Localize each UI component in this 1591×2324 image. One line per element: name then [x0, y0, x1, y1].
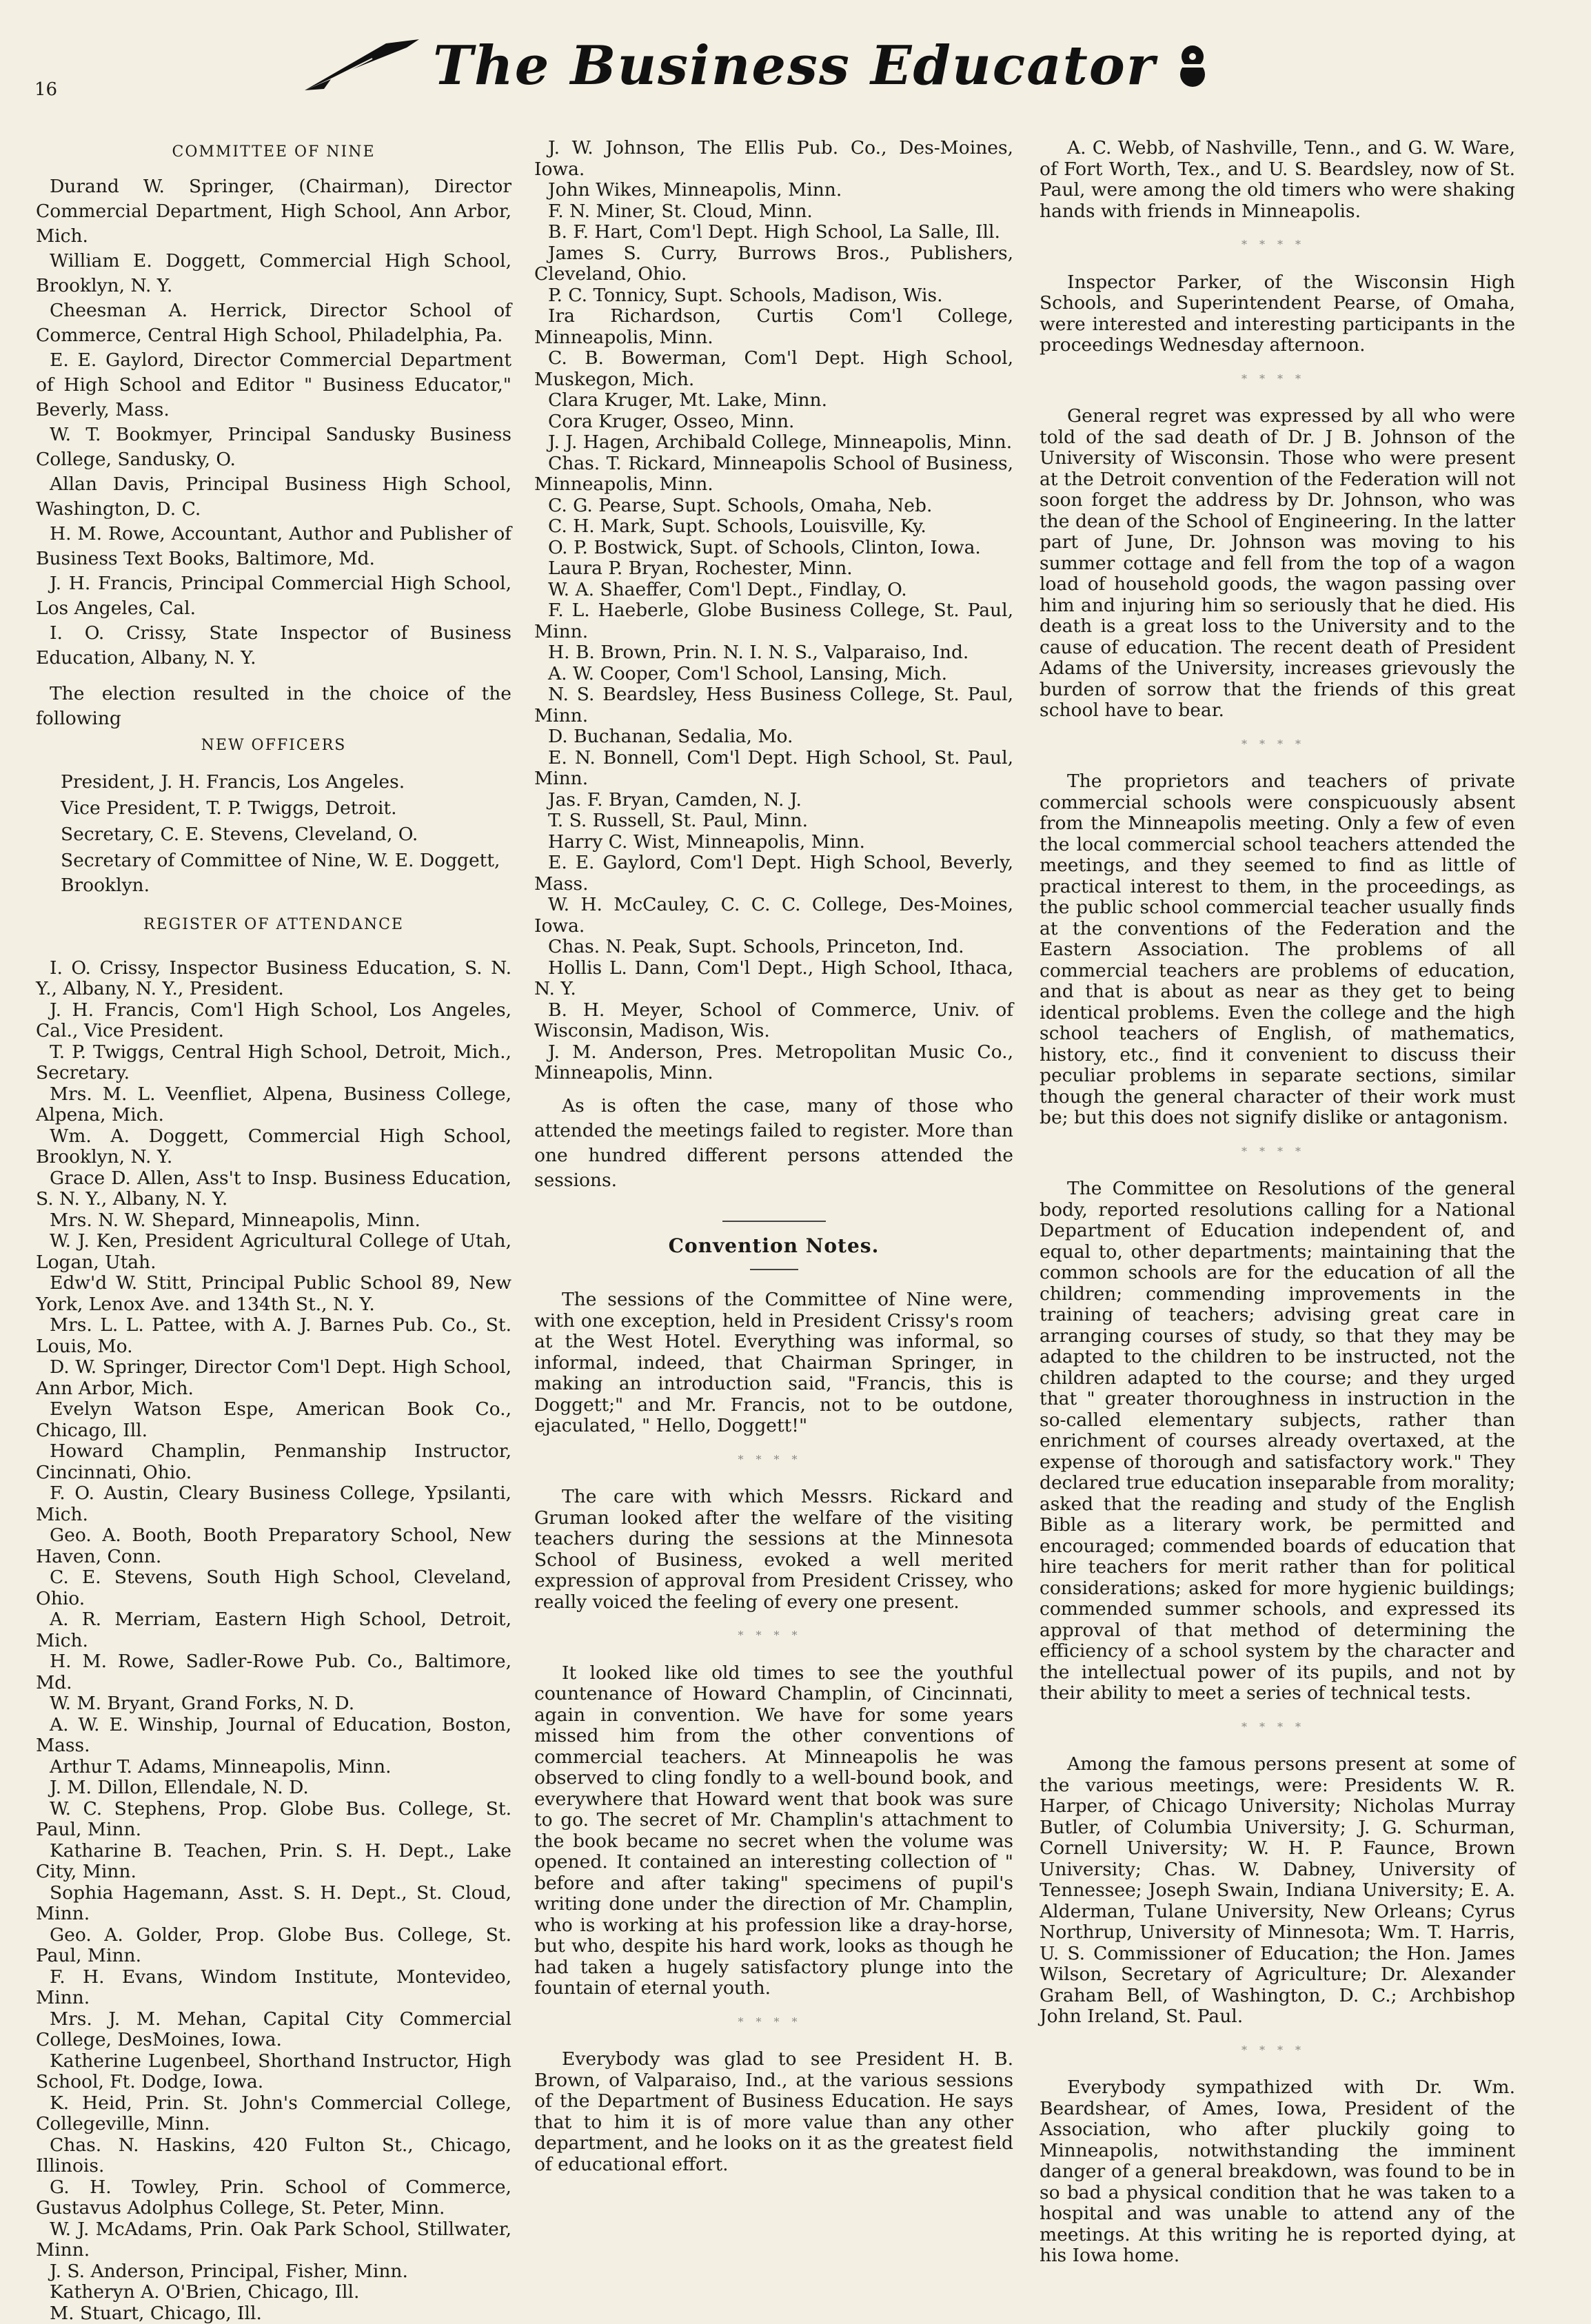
- separator-stars: ****: [534, 1625, 1013, 1647]
- register-entry: Chas. N. Peak, Supt. Schools, Princeton, Ind.: [534, 937, 1013, 958]
- column-1: [36, 138, 511, 2324]
- register-entry: Geo. A. Golder, Prop. Globe Bus. College, St. Paul, Minn.: [36, 1925, 511, 1967]
- register-entry: H. B. Brown, Prin. N. I. N. S., Valparaiso, Ind.: [534, 642, 1013, 664]
- register-entry: C. B. Bowerman, Com'l Dept. High School, Muskegon, Mich.: [534, 348, 1013, 390]
- officer: Vice President, T. P. Twiggs, Detroit.: [61, 796, 511, 821]
- register-entry: N. S. Beardsley, Hess Business College, St. Paul, Minn.: [534, 684, 1013, 726]
- register-entry: T. P. Twiggs, Central High School, Detroit, Mich., Secretary.: [36, 1042, 511, 1084]
- register-entry: W. C. Stephens, Prop. Globe Bus. College, St. Paul, Minn.: [36, 1799, 511, 1841]
- register-entry: Mrs. L. L. Pattee, with A. J. Barnes Pub. Co., St. Louis, Mo.: [36, 1315, 511, 1357]
- election-text: The election resulted in the choice of the following: [36, 682, 511, 731]
- register-entry: T. S. Russell, St. Paul, Minn.: [534, 811, 1013, 832]
- register-entry: C. G. Pearse, Supt. Schools, Omaha, Neb.: [534, 496, 1013, 517]
- register-entry: Ira Richardson, Curtis Com'l College, Minneapolis, Minn.: [534, 306, 1013, 348]
- quill-pen-icon: [303, 38, 420, 93]
- register-entry: W. J. Ken, President Agricultural College of Utah, Logan, Utah.: [36, 1231, 511, 1273]
- separator-stars: ****: [534, 2012, 1013, 2033]
- register-entry: I. O. Crissy, Inspector Business Education, S. N. Y., Albany, N. Y., President.: [36, 958, 511, 1000]
- separator-stars: ****: [1040, 734, 1515, 755]
- committee-member: William E. Doggett, Commercial High School, Brooklyn, N. Y.: [36, 249, 511, 298]
- note-paragraph: The Committee on Resolutions of the general body, reported resolutions calling for a National Department of Education independent of, and equal to, other departments; maintaining that the common schools are for the education of all the children; commending improvements in the training of teachers; advising great care in arranging courses of study, so that they may be adapted to the children to be instructed, not the children adapted to the course; and they urged that " greater thoroughness in instruction in the so-called elementary subjects, rather than enrichment of courses already overtaxed, at the expense of thorough and satisfactory work." They declared true education inseparable from morality; asked that the reading and study of the English Bible as a literary work, be permitted and encouraged; commended boards of education that hire teachers for merit rather than for political considerations; asked for more hygienic buildings; commended summer schools, and expressed its approval of that method of determining the efficiency of a school system by the character and the intellectual power of its pupils, and not by their ability to meet a series of technical tests.: [1040, 1179, 1515, 1704]
- register-entry: C. E. Stevens, South High School, Cleveland, Ohio.: [36, 1567, 511, 1609]
- masthead: [303, 28, 1217, 103]
- register-entry: W. M. Bryant, Grand Forks, N. D.: [36, 1693, 511, 1715]
- register-entry: J. M. Anderson, Pres. Metropolitan Music Co., Minneapolis, Minn.: [534, 1042, 1013, 1084]
- officers-heading: NEW OFFICERS: [36, 735, 511, 757]
- divider: [722, 1221, 826, 1222]
- register-entry: Laura P. Bryan, Rochester, Minn.: [534, 558, 1013, 580]
- register-entry: Katherine Lugenbeel, Shorthand Instructor, High School, Ft. Dodge, Iowa.: [36, 2051, 511, 2093]
- register-entry: Clara Kruger, Mt. Lake, Minn.: [534, 390, 1013, 411]
- register-entry: J. M. Dillon, Ellendale, N. D.: [36, 1777, 511, 1799]
- register-entry: A. W. Cooper, Com'l School, Lansing, Mich.: [534, 664, 1013, 685]
- register-entry: J. S. Anderson, Principal, Fisher, Minn.: [36, 2261, 511, 2283]
- register-entry: F. O. Austin, Cleary Business College, Ypsilanti, Mich.: [36, 1483, 511, 1525]
- officer: President, J. H. Francis, Los Angeles.: [61, 770, 511, 795]
- register-entry: Harry C. Wist, Minneapolis, Minn.: [534, 832, 1013, 853]
- register-entry: E. E. Gaylord, Com'l Dept. High School, Beverly, Mass.: [534, 853, 1013, 895]
- register-entry: Howard Champlin, Penmanship Instructor, Cincinnati, Ohio.: [36, 1441, 511, 1483]
- committee-member: I. O. Crissy, State Inspector of Business Education, Albany, N. Y.: [36, 621, 511, 671]
- register-entry: J. H. Francis, Com'l High School, Los Angeles, Cal., Vice President.: [36, 1000, 511, 1042]
- officer: Secretary, C. E. Stevens, Cleveland, O.: [61, 822, 511, 847]
- register-entry: Edw'd W. Stitt, Principal Public School 89, New York, Lenox Ave. and 134th St., N. Y.: [36, 1273, 511, 1315]
- committee-member: Durand W. Springer, (Chairman), Director Commercial Department, High School, Ann Arbor, Mich.: [36, 174, 511, 249]
- separator-stars: ****: [1040, 369, 1515, 390]
- register-entry: B. F. Hart, Com'l Dept. High School, La Salle, Ill.: [534, 222, 1013, 243]
- committee-member: E. E. Gaylord, Director Commercial Department of High School and Editor " Business Educator," Beverly, Mass.: [36, 348, 511, 422]
- register-entry: Evelyn Watson Espe, American Book Co., Chicago, Ill.: [36, 1399, 511, 1441]
- note-paragraph: The sessions of the Committee of Nine were, with one exception, held in President Crissy's room at the West Hotel. Everything was informal, so informal, indeed, that Chairman Springer, in making an introduction said, "Francis, this is Doggett;" and Mr. Francis, not to be outdone, ejaculated, " Hello, Doggett!": [534, 1290, 1013, 1437]
- register-entry: D. Buchanan, Sedalia, Mo.: [534, 726, 1013, 748]
- ornament-icon: [1168, 41, 1217, 90]
- register-entry: K. Heid, Prin. St. John's Commercial College, Collegeville, Minn.: [36, 2093, 511, 2135]
- separator-stars: ****: [1040, 2040, 1515, 2061]
- committee-member: Cheesman A. Herrick, Director School of Commerce, Central High School, Philadelphia, Pa.: [36, 298, 511, 348]
- register-entry: J. J. Hagen, Archibald College, Minneapolis, Minn.: [534, 432, 1013, 453]
- register-list-continued: [534, 138, 1013, 1084]
- register-entry: Grace D. Allen, Ass't to Insp. Business Education, S. N. Y., Albany, N. Y.: [36, 1168, 511, 1210]
- register-entry: Arthur T. Adams, Minneapolis, Minn.: [36, 1757, 511, 1778]
- register-entry: Katheryn A. O'Brien, Chicago, Ill.: [36, 2282, 511, 2303]
- register-entry: O. P. Bostwick, Supt. of Schools, Clinton, Iowa.: [534, 538, 1013, 559]
- register-entry: P. C. Tonnicy, Supt. Schools, Madison, Wis.: [534, 285, 1013, 307]
- divider: [750, 1269, 798, 1270]
- register-entry: Mrs. J. M. Mehan, Capital City Commercial College, DesMoines, Iowa.: [36, 2009, 511, 2051]
- committee-member: H. M. Rowe, Accountant, Author and Publisher of Business Text Books, Baltimore, Md.: [36, 522, 511, 571]
- register-entry: Chas. N. Haskins, 420 Fulton St., Chicago, Illinois.: [36, 2135, 511, 2177]
- register-entry: F. H. Evans, Windom Institute, Montevideo, Minn.: [36, 1967, 511, 2009]
- separator-stars: ****: [534, 1449, 1013, 1471]
- register-entry: James S. Curry, Burrows Bros., Publishers, Cleveland, Ohio.: [534, 243, 1013, 285]
- register-entry: J. W. Johnson, The Ellis Pub. Co., Des-Moines, Iowa.: [534, 138, 1013, 180]
- committee-heading: COMMITTEE OF NINE: [36, 142, 511, 163]
- committee-member: J. H. Francis, Principal Commercial High School, Los Angeles, Cal.: [36, 571, 511, 621]
- register-entry: W. A. Shaeffer, Com'l Dept., Findlay, O.: [534, 580, 1013, 601]
- register-entry: Cora Kruger, Osseo, Minn.: [534, 411, 1013, 433]
- column-3: [1040, 138, 1515, 2274]
- register-entry: F. L. Haeberle, Globe Business College, St. Paul, Minn.: [534, 600, 1013, 642]
- note-paragraph: Everybody was glad to see President H. B. Brown, of Valparaiso, Ind., at the various sessions of the Department of Business Education. He says that to him it is of more value than any other department, and he looks on it as the greatest field of educational effort.: [534, 2049, 1013, 2175]
- officer: Secretary of Committee of Nine, W. E. Doggett, Brooklyn.: [61, 848, 511, 898]
- register-entry: Wm. A. Doggett, Commercial High School, Brooklyn, N. Y.: [36, 1126, 511, 1168]
- note-paragraph: Everybody sympathized with Dr. Wm. Beardshear, of Ames, Iowa, President of the Association, who after pluckily going to Minneapolis, notwithstanding the imminent danger of a general breakdown, was found to be in so bad a physical condition that he was taken to a hospital and was unable to attend any of the meetings. At this writing he is reported dying, at his Iowa home.: [1040, 2077, 1515, 2267]
- convention-notes-title: Convention Notes.: [534, 1236, 1013, 1257]
- note-paragraph: A. C. Webb, of Nashville, Tenn., and G. W. Ware, of Fort Worth, Tex., and U. S. Beardsley, now of St. Paul, were among the old timers who were shaking hands with friends in Minneapolis.: [1040, 138, 1515, 222]
- separator-stars: ****: [1040, 1141, 1515, 1163]
- register-entry: Mrs. M. L. Veenfliet, Alpena, Business College, Alpena, Mich.: [36, 1084, 511, 1126]
- register-entry: W. J. McAdams, Prin. Oak Park School, Stillwater, Minn.: [36, 2219, 511, 2261]
- register-entry: M. Stuart, Chicago, Ill.: [36, 2303, 511, 2324]
- register-entry: D. W. Springer, Director Com'l Dept. High School, Ann Arbor, Mich.: [36, 1357, 511, 1399]
- committee-member: W. T. Bookmyer, Principal Sandusky Business College, Sandusky, O.: [36, 422, 511, 472]
- register-entry: Sophia Hagemann, Asst. S. H. Dept., St. Cloud, Minn.: [36, 1883, 511, 1925]
- register-entry: A. R. Merriam, Eastern High School, Detroit, Mich.: [36, 1609, 511, 1651]
- register-list: [36, 958, 511, 2324]
- register-entry: Mrs. N. W. Shepard, Minneapolis, Minn.: [36, 1210, 511, 1232]
- failed-register-text: As is often the case, many of those who attended the meetings failed to register. More than one hundred different persons attended the sessions.: [534, 1094, 1013, 1193]
- register-entry: Geo. A. Booth, Booth Preparatory School, New Haven, Conn.: [36, 1525, 511, 1567]
- note-paragraph: Inspector Parker, of the Wisconsin High Schools, and Superintendent Pearse, of Omaha, were interested and interesting participants in the proceedings Wednesday afternoon.: [1040, 272, 1515, 356]
- register-entry: A. W. E. Winship, Journal of Education, Boston, Mass.: [36, 1715, 511, 1757]
- register-entry: Jas. F. Bryan, Camden, N. J.: [534, 790, 1013, 811]
- register-entry: John Wikes, Minneapolis, Minn.: [534, 180, 1013, 201]
- page-number: 16: [34, 79, 57, 100]
- register-entry: G. H. Towley, Prin. School of Commerce, Gustavus Adolphus College, St. Peter, Minn.: [36, 2177, 511, 2219]
- register-entry: Hollis L. Dann, Com'l Dept., High School, Ithaca, N. Y.: [534, 958, 1013, 1000]
- note-paragraph: The care with which Messrs. Rickard and Gruman looked after the welfare of the visiting teachers during the sessions at the Minnesota School of Business, evoked a well merited expression of approval from President Crissey, who really voiced the feeling of every one present.: [534, 1487, 1013, 1613]
- note-paragraph: The proprietors and teachers of private commercial schools were conspicuously absent from the Minneapolis meeting. Only a few of even the local commercial school teachers attended the meetings, and they seemed to find as little of practical interest to them, in the proceedings, as the public school commercial teacher usually finds at the conventions of the Federation and the Eastern Association. The problems of all commercial teachers are problems of education, and that is about as near as they get to being identical problems. Even the college and the high school teachers of English, of mathematics, history, etc., find it convenient to discuss their peculiar problems in separate sections, similar though the general character of their work must be; but this does not signify dislike or antagonism.: [1040, 771, 1515, 1129]
- register-entry: E. N. Bonnell, Com'l Dept. High School, St. Paul, Minn.: [534, 748, 1013, 790]
- register-heading: REGISTER OF ATTENDANCE: [36, 915, 511, 936]
- masthead-title: The Business Educator: [433, 34, 1156, 97]
- register-entry: W. H. McCauley, C. C. C. College, Des-Moines, Iowa.: [534, 895, 1013, 937]
- register-entry: Chas. T. Rickard, Minneapolis School of Business, Minneapolis, Minn.: [534, 453, 1013, 496]
- register-entry: C. H. Mark, Supt. Schools, Louisville, Ky.: [534, 516, 1013, 538]
- column-2: [534, 138, 1013, 2182]
- committee-member: Allan Davis, Principal Business High School, Washington, D. C.: [36, 472, 511, 522]
- separator-stars: ****: [1040, 1717, 1515, 1738]
- register-entry: H. M. Rowe, Sadler-Rowe Pub. Co., Baltimore, Md.: [36, 1651, 511, 1693]
- register-entry: B. H. Meyer, School of Commerce, Univ. of Wisconsin, Madison, Wis.: [534, 1000, 1013, 1042]
- note-paragraph: It looked like old times to see the youthful countenance of Howard Champlin, of Cincinnati, again in convention. We have for some years missed him from the other conventions of commercial teachers. At Minneapolis he was observed to cling fondly to a well-bound book, and everywhere that Howard went that book was sure to go. The secret of Mr. Champlin's attachment to the book became no secret when the volume was opened. It contained an interesting collection of " before and after taking" specimens of pupil's writing done under the direction of Mr. Champlin, who is working at his profession like a dray-horse, but who, despite his hard work, looks as though he had taken a hugely satisfactory plunge into the fountain of eternal youth.: [534, 1663, 1013, 1999]
- separator-stars: ****: [1040, 234, 1515, 256]
- note-paragraph: Among the famous persons present at some of the various meetings, were: Presidents W. R. Harper, of Chicago University; Nicholas Murray Butler, of Columbia University; J. G. Schurman, Cornell University; W. H. P. Faunce, Brown University; Chas. W. Dabney, University of Tennessee; Joseph Swain, Indiana University; E. A. Alderman, Tulane University, New Orleans; Cyrus Northrup, University of Minnesota; Wm. T. Harris, U. S. Commissioner of Education; the Hon. James Wilson, Secretary of Agriculture; Dr. Alexander Graham Bell, of Washington, D. C.; Archbishop John Ireland, St. Paul.: [1040, 1754, 1515, 2028]
- register-entry: Katharine B. Teachen, Prin. S. H. Dept., Lake City, Minn.: [36, 1841, 511, 1883]
- register-entry: F. N. Miner, St. Cloud, Minn.: [534, 201, 1013, 223]
- note-paragraph: General regret was expressed by all who were told of the sad death of Dr. J B. Johnson of the University of Wisconsin. Those who were present at the Detroit convention of the Federation will not soon forget the address by Dr. Johnson, who was the dean of the School of Engineering. In the latter part of June, Dr. Johnson was moving to his summer cottage and fell from the top of a wagon load of household goods, the wagon passing over him and injuring him so seriously that he died. His death is a great loss to the University and to the cause of education. The recent death of President Adams of the University, increases grievously the burden of sorrow that the friends of this great school have to bear.: [1040, 406, 1515, 722]
